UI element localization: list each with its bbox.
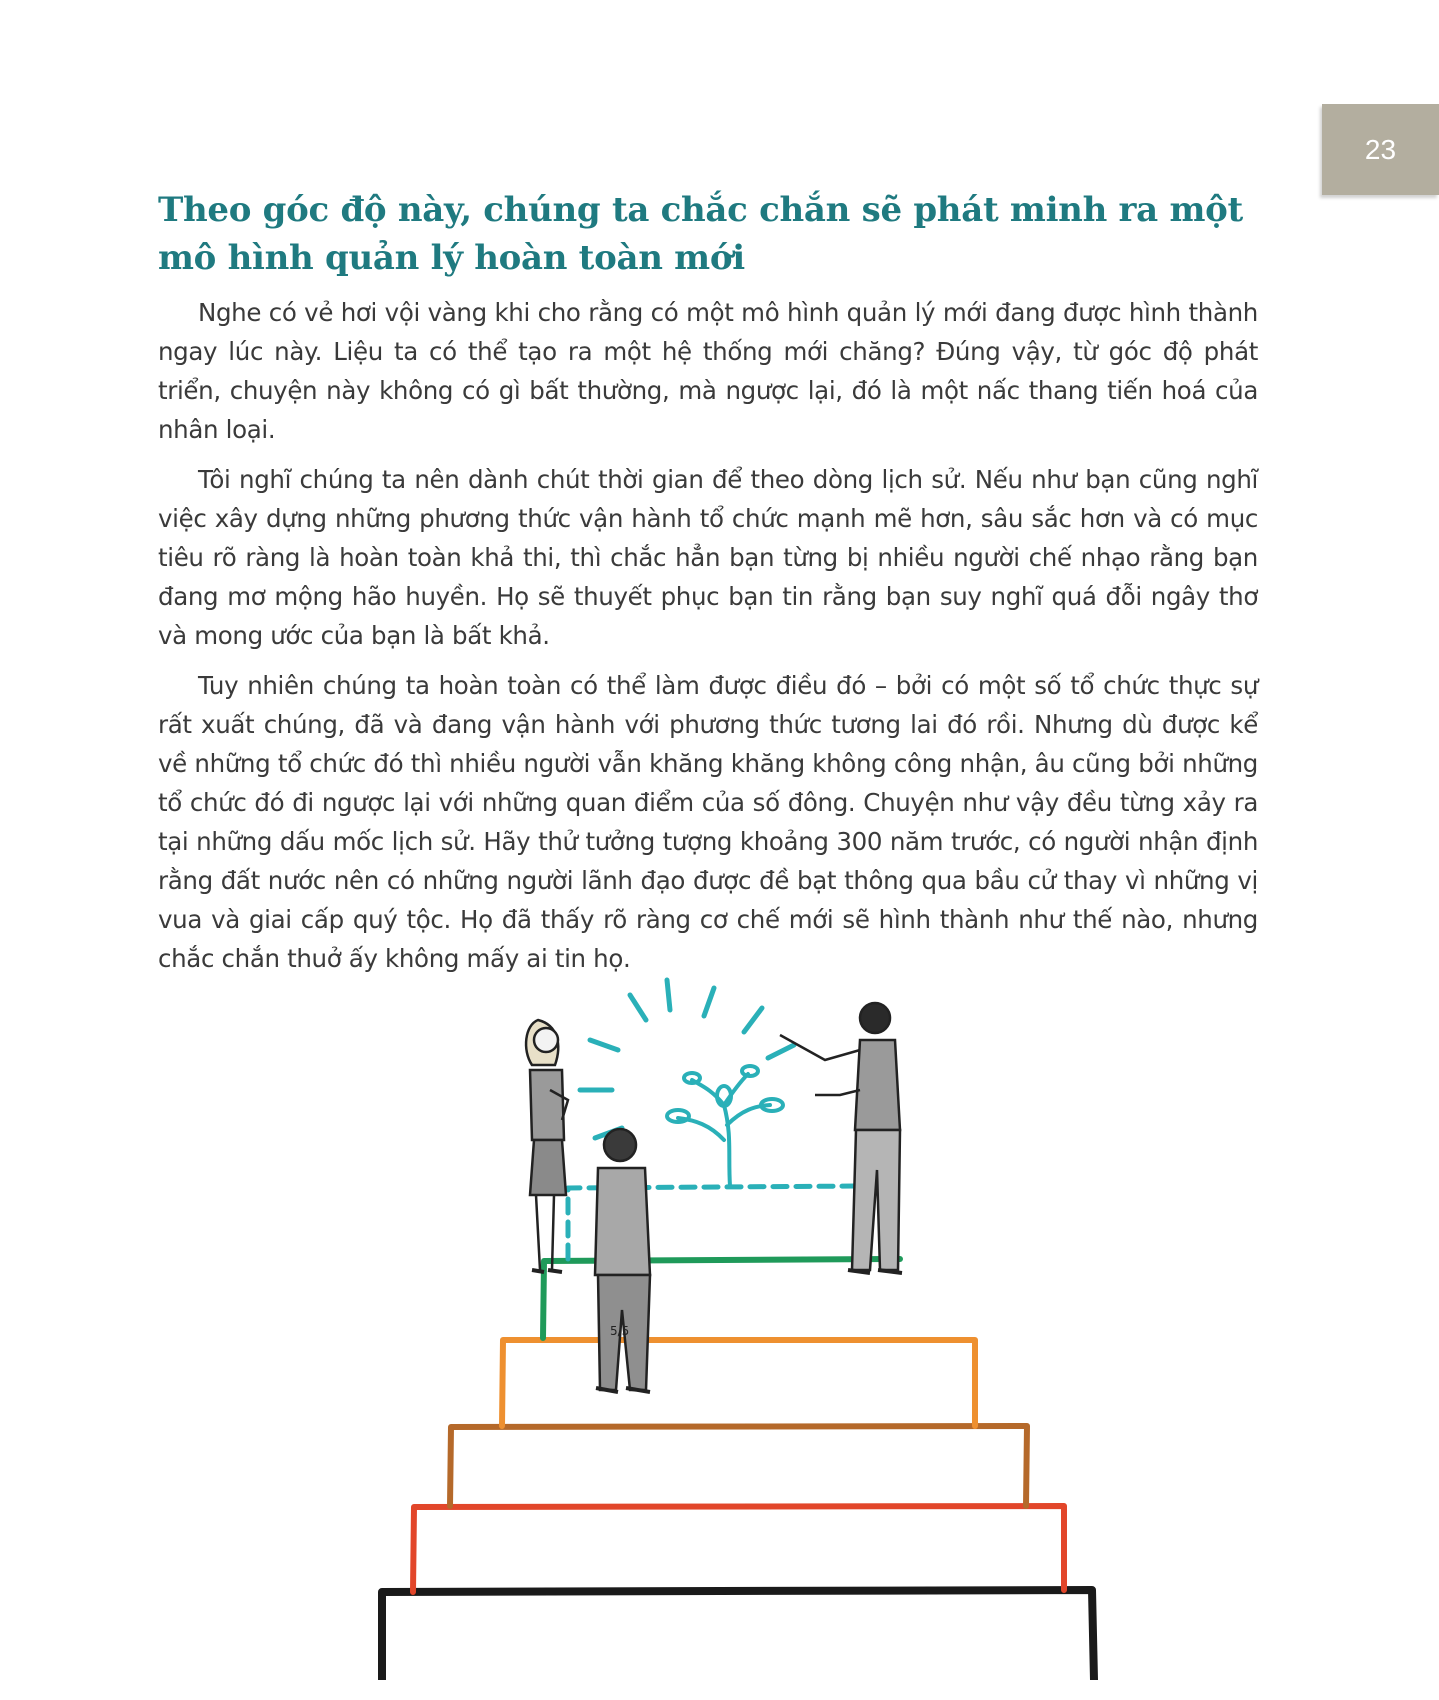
step-brown [450, 1426, 1027, 1506]
step-red [413, 1506, 1064, 1592]
staircase-illustration [300, 940, 1180, 1680]
sprout-icon [667, 1066, 783, 1186]
step-orange [502, 1340, 975, 1426]
paragraph-2: Tôi nghĩ chúng ta nên dành chút thời gian để theo dòng lịch sử. Nếu như bạn cũng nghĩ việc xây dựng những phương thức vận hành tổ chức mạnh mẽ hơn, sâu sắc hơn và có mục tiêu rõ ràng là hoàn toàn khả thi, thì chắc hẳn bạn từng bị nhiều người chế nhạo rằng bạn đang mơ mộng hão huyền. Họ sẽ thuyết phục bạn tin rằng bạn suy nghĩ quá đỗi ngây thơ và mong ước của bạn là bất khả. [158, 465, 1258, 650]
presenting-man-figure [780, 1003, 902, 1273]
section-heading: Theo góc độ này, chúng ta chắc chắn sẽ phát minh ra một mô hình quản lý hoàn toàn mới [158, 190, 1243, 278]
paragraph-1: Nghe có vẻ hơi vội vàng khi cho rằng có một mô hình quản lý mới đang được hình thành ngay lúc này. Liệu ta có thể tạo ra một hệ thống mới chăng? Đúng vậy, từ góc độ phát triển, chuyện này không có gì bất thường, mà ngược lại, đó là một nấc thang tiến hoá của nhân loại. [158, 298, 1258, 444]
staircase [382, 1186, 1094, 1680]
shirt-label: 5/5 [610, 1324, 630, 1338]
article-body [158, 293, 1258, 989]
step-black [382, 1590, 1094, 1680]
paragraph-3: Tuy nhiên chúng ta hoàn toàn có thể làm được điều đó – bởi có một số tổ chức thực sự rất xuất chúng, đã và đang vận hành với phương thức tương lai đó rồi. Nhưng dù được kể về những tổ chức đó thì nhiều người vẫn khăng khăng không công nhận, âu cũng bởi những tổ chức đó đi ngược lại với những quan điểm của số đông. Chuyện như vậy đều từng xảy ra tại những dấu mốc lịch sử. Hãy thử tưởng tượng khoảng 300 năm trước, có người nhận định rằng đất nước nên có những người lãnh đạo được đề bạt thông qua bầu cử thay vì những vị vua và giai cấp quý tộc. Họ đã thấy rõ ràng cơ chế mới sẽ hình thành như thế nào, nhưng chắc chắn thuở ấy không mấy ai tin họ. [158, 671, 1258, 973]
page-number-tab [1322, 104, 1439, 195]
page-number: 23 [1364, 133, 1397, 165]
center-man-figure [595, 1129, 650, 1392]
woman-figure [526, 1020, 568, 1272]
